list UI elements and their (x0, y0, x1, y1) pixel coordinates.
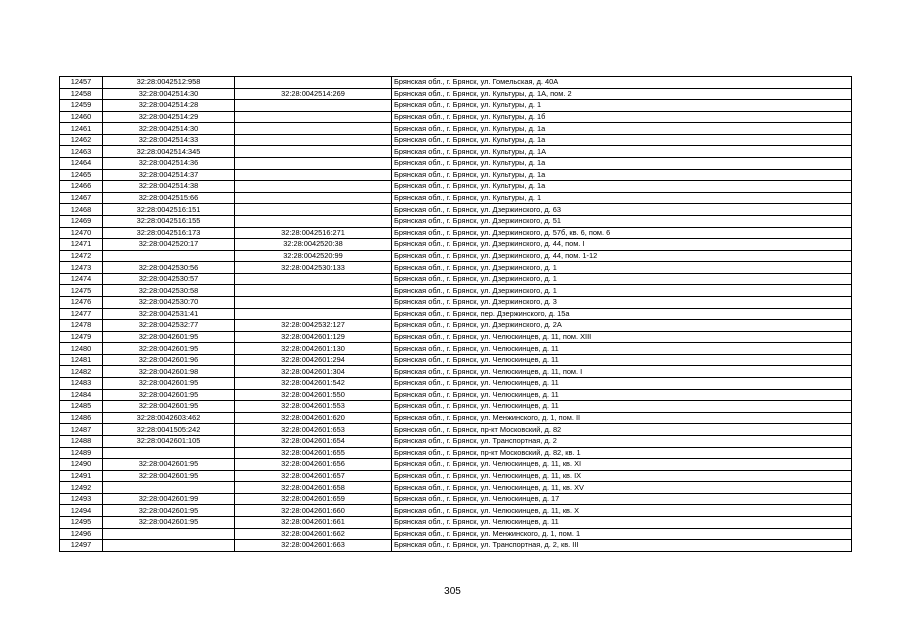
cadastral-number-cell: 32:28:0042514:29 (103, 111, 235, 123)
cadastral-number-cell: 32:28:0042514:345 (103, 146, 235, 158)
table-row (60, 354, 852, 366)
row-number-cell: 12486 (60, 412, 103, 424)
table-row (60, 146, 852, 158)
row-number-cell: 12468 (60, 204, 103, 216)
object-cadastral-number-cell: 32:28:0042514:269 (235, 88, 392, 100)
table-row (60, 540, 852, 552)
row-number-cell: 12491 (60, 470, 103, 482)
cadastral-number-cell: 32:28:0042601:105 (103, 435, 235, 447)
object-cadastral-number-cell: 32:28:0042601:662 (235, 528, 392, 540)
table-row (60, 134, 852, 146)
object-cadastral-number-cell: 32:28:0042601:304 (235, 366, 392, 378)
cadastral-number-cell: 32:28:0042530:57 (103, 273, 235, 285)
object-cadastral-number-cell (235, 296, 392, 308)
table-row (60, 158, 852, 170)
cadastral-number-cell (103, 540, 235, 552)
cadastral-number-cell: 32:28:0042601:95 (103, 331, 235, 343)
cadastral-number-cell: 32:28:0042601:95 (103, 516, 235, 528)
table-row (60, 366, 852, 378)
cadastral-number-cell (103, 447, 235, 459)
object-cadastral-number-cell: 32:28:0042601:657 (235, 470, 392, 482)
object-cadastral-number-cell: 32:28:0042601:620 (235, 412, 392, 424)
address-cell: Брянская обл., г. Брянск, ул. Культуры, д. 1а (392, 158, 852, 170)
cadastral-number-cell: 32:28:0042601:95 (103, 343, 235, 355)
object-cadastral-number-cell: 32:28:0042532:127 (235, 320, 392, 332)
object-cadastral-number-cell: 32:28:0042601:550 (235, 389, 392, 401)
table-row (60, 88, 852, 100)
table-row (60, 459, 852, 471)
address-cell: Брянская обл., г. Брянск, пр-кт Московский, д. 82, кв. 1 (392, 447, 852, 459)
row-number-cell: 12490 (60, 459, 103, 471)
address-cell: Брянская обл., г. Брянск, ул. Культуры, д. 1а (392, 134, 852, 146)
row-number-cell: 12461 (60, 123, 103, 135)
cadastral-number-cell: 32:28:0042516:173 (103, 227, 235, 239)
row-number-cell: 12487 (60, 424, 103, 436)
address-cell: Брянская обл., г. Брянск, ул. Челюскинцев, д. 11, кв. XI (392, 459, 852, 471)
row-number-cell: 12480 (60, 343, 103, 355)
table-row (60, 169, 852, 181)
table-row (60, 505, 852, 517)
table-row (60, 516, 852, 528)
cadastral-number-cell: 32:28:0041505:242 (103, 424, 235, 436)
table-row (60, 528, 852, 540)
address-cell: Брянская обл., г. Брянск, ул. Челюскинцев, д. 11 (392, 389, 852, 401)
property-registry-table (59, 76, 852, 552)
object-cadastral-number-cell: 32:28:0042520:38 (235, 239, 392, 251)
cadastral-number-cell: 32:28:0042514:28 (103, 100, 235, 112)
object-cadastral-number-cell (235, 100, 392, 112)
cadastral-number-cell: 32:28:0042532:77 (103, 320, 235, 332)
object-cadastral-number-cell: 32:28:0042601:542 (235, 378, 392, 390)
table-row (60, 204, 852, 216)
table-row (60, 482, 852, 494)
row-number-cell: 12458 (60, 88, 103, 100)
table-row (60, 435, 852, 447)
row-number-cell: 12497 (60, 540, 103, 552)
address-cell: Брянская обл., г. Брянск, ул. Дзержинского, д. 57б, кв. 6, пом. 6 (392, 227, 852, 239)
registry-table-body (60, 77, 852, 552)
address-cell: Брянская обл., г. Брянск, ул. Менжинского, д. 1, пом. II (392, 412, 852, 424)
table-row (60, 239, 852, 251)
cadastral-number-cell (103, 482, 235, 494)
object-cadastral-number-cell (235, 169, 392, 181)
table-row (60, 100, 852, 112)
cadastral-number-cell: 32:28:0042516:155 (103, 215, 235, 227)
cadastral-number-cell: 32:28:0042515:66 (103, 192, 235, 204)
table-row (60, 447, 852, 459)
address-cell: Брянская обл., г. Брянск, ул. Дзержинского, д. 44, пом. I (392, 239, 852, 251)
address-cell: Брянская обл., г. Брянск, ул. Культуры, д. 1 (392, 100, 852, 112)
address-cell: Брянская обл., г. Брянск, ул. Транспортная, д. 2, кв. III (392, 540, 852, 552)
table-row (60, 227, 852, 239)
cadastral-number-cell: 32:28:0042520:17 (103, 239, 235, 251)
cadastral-number-cell: 32:28:0042512:958 (103, 77, 235, 89)
cadastral-number-cell: 32:28:0042530:70 (103, 296, 235, 308)
cadastral-number-cell: 32:28:0042601:95 (103, 401, 235, 413)
object-cadastral-number-cell: 32:28:0042601:659 (235, 493, 392, 505)
row-number-cell: 12472 (60, 250, 103, 262)
cadastral-number-cell: 32:28:0042601:95 (103, 505, 235, 517)
table-row (60, 470, 852, 482)
cadastral-number-cell: 32:28:0042514:30 (103, 88, 235, 100)
object-cadastral-number-cell (235, 273, 392, 285)
object-cadastral-number-cell (235, 146, 392, 158)
cadastral-number-cell: 32:28:0042601:95 (103, 470, 235, 482)
row-number-cell: 12470 (60, 227, 103, 239)
address-cell: Брянская обл., г. Брянск, ул. Дзержинского, д. 51 (392, 215, 852, 227)
cadastral-number-cell: 32:28:0042601:98 (103, 366, 235, 378)
row-number-cell: 12481 (60, 354, 103, 366)
row-number-cell: 12466 (60, 181, 103, 193)
cadastral-number-cell (103, 528, 235, 540)
cadastral-number-cell: 32:28:0042514:30 (103, 123, 235, 135)
table-row (60, 181, 852, 193)
address-cell: Брянская обл., г. Брянск, ул. Челюскинцев, д. 11 (392, 516, 852, 528)
address-cell: Брянская обл., г. Брянск, ул. Культуры, д. 1А, пом. 2 (392, 88, 852, 100)
row-number-cell: 12471 (60, 239, 103, 251)
row-number-cell: 12478 (60, 320, 103, 332)
address-cell: Брянская обл., г. Брянск, ул. Дзержинского, д. 2А (392, 320, 852, 332)
address-cell: Брянская обл., г. Брянск, ул. Культуры, д. 1а (392, 181, 852, 193)
row-number-cell: 12473 (60, 262, 103, 274)
object-cadastral-number-cell: 32:28:0042520:99 (235, 250, 392, 262)
address-cell: Брянская обл., г. Брянск, ул. Культуры, д. 1 (392, 192, 852, 204)
address-cell: Брянская обл., г. Брянск, ул. Гомельская, д. 40А (392, 77, 852, 89)
row-number-cell: 12494 (60, 505, 103, 517)
table-row (60, 493, 852, 505)
address-cell: Брянская обл., г. Брянск, пр-кт Московский, д. 82 (392, 424, 852, 436)
object-cadastral-number-cell (235, 158, 392, 170)
object-cadastral-number-cell: 32:28:0042530:133 (235, 262, 392, 274)
cadastral-number-cell: 32:28:0042514:33 (103, 134, 235, 146)
cadastral-number-cell: 32:28:0042601:95 (103, 459, 235, 471)
row-number-cell: 12457 (60, 77, 103, 89)
cadastral-number-cell: 32:28:0042516:151 (103, 204, 235, 216)
object-cadastral-number-cell: 32:28:0042601:553 (235, 401, 392, 413)
address-cell: Брянская обл., г. Брянск, ул. Дзержинского, д. 44, пом. 1-12 (392, 250, 852, 262)
table-row (60, 389, 852, 401)
object-cadastral-number-cell: 32:28:0042601:660 (235, 505, 392, 517)
row-number-cell: 12479 (60, 331, 103, 343)
table-row (60, 308, 852, 320)
table-row (60, 123, 852, 135)
object-cadastral-number-cell: 32:28:0042601:654 (235, 435, 392, 447)
address-cell: Брянская обл., г. Брянск, ул. Культуры, д. 1а (392, 169, 852, 181)
address-cell: Брянская обл., г. Брянск, ул. Культуры, д. 1А (392, 146, 852, 158)
row-number-cell: 12464 (60, 158, 103, 170)
cadastral-number-cell: 32:28:0042514:37 (103, 169, 235, 181)
row-number-cell: 12493 (60, 493, 103, 505)
table-row (60, 192, 852, 204)
cadastral-number-cell: 32:28:0042530:58 (103, 285, 235, 297)
row-number-cell: 12475 (60, 285, 103, 297)
table-row (60, 296, 852, 308)
cadastral-number-cell: 32:28:0042514:38 (103, 181, 235, 193)
row-number-cell: 12496 (60, 528, 103, 540)
object-cadastral-number-cell (235, 181, 392, 193)
cadastral-number-cell (103, 250, 235, 262)
cadastral-number-cell: 32:28:0042531:41 (103, 308, 235, 320)
address-cell: Брянская обл., г. Брянск, ул. Дзержинского, д. 1 (392, 262, 852, 274)
address-cell: Брянская обл., г. Брянск, ул. Челюскинцев, д. 11, кв. IX (392, 470, 852, 482)
row-number-cell: 12483 (60, 378, 103, 390)
address-cell: Брянская обл., г. Брянск, ул. Челюскинцев, д. 11, пом. XIII (392, 331, 852, 343)
row-number-cell: 12474 (60, 273, 103, 285)
row-number-cell: 12495 (60, 516, 103, 528)
table-row (60, 273, 852, 285)
cadastral-number-cell: 32:28:0042530:56 (103, 262, 235, 274)
row-number-cell: 12492 (60, 482, 103, 494)
table-row (60, 111, 852, 123)
address-cell: Брянская обл., г. Брянск, ул. Челюскинцев, д. 17 (392, 493, 852, 505)
row-number-cell: 12476 (60, 296, 103, 308)
object-cadastral-number-cell: 32:28:0042516:271 (235, 227, 392, 239)
table-row (60, 378, 852, 390)
table-row (60, 343, 852, 355)
object-cadastral-number-cell (235, 123, 392, 135)
table-row (60, 250, 852, 262)
table-row (60, 412, 852, 424)
table-row (60, 320, 852, 332)
object-cadastral-number-cell (235, 111, 392, 123)
cadastral-number-cell: 32:28:0042514:36 (103, 158, 235, 170)
address-cell: Брянская обл., г. Брянск, ул. Челюскинцев, д. 11 (392, 354, 852, 366)
row-number-cell: 12462 (60, 134, 103, 146)
page-number: 305 (444, 586, 461, 597)
object-cadastral-number-cell (235, 77, 392, 89)
object-cadastral-number-cell: 32:28:0042601:294 (235, 354, 392, 366)
row-number-cell: 12459 (60, 100, 103, 112)
object-cadastral-number-cell: 32:28:0042601:129 (235, 331, 392, 343)
row-number-cell: 12463 (60, 146, 103, 158)
row-number-cell: 12467 (60, 192, 103, 204)
cadastral-number-cell: 32:28:0042601:99 (103, 493, 235, 505)
object-cadastral-number-cell: 32:28:0042601:661 (235, 516, 392, 528)
address-cell: Брянская обл., г. Брянск, ул. Челюскинцев, д. 11, кв. X (392, 505, 852, 517)
address-cell: Брянская обл., г. Брянск, ул. Культуры, д. 1б (392, 111, 852, 123)
cadastral-number-cell: 32:28:0042601:96 (103, 354, 235, 366)
object-cadastral-number-cell (235, 192, 392, 204)
object-cadastral-number-cell: 32:28:0042601:653 (235, 424, 392, 436)
table-row (60, 331, 852, 343)
cadastral-number-cell: 32:28:0042603:462 (103, 412, 235, 424)
table-row (60, 424, 852, 436)
address-cell: Брянская обл., г. Брянск, ул. Менжинского, д. 1, пом. 1 (392, 528, 852, 540)
cadastral-number-cell: 32:28:0042601:95 (103, 389, 235, 401)
address-cell: Брянская обл., г. Брянск, ул. Дзержинского, д. 1 (392, 273, 852, 285)
object-cadastral-number-cell (235, 204, 392, 216)
row-number-cell: 12460 (60, 111, 103, 123)
row-number-cell: 12469 (60, 215, 103, 227)
row-number-cell: 12465 (60, 169, 103, 181)
table-row (60, 401, 852, 413)
address-cell: Брянская обл., г. Брянск, ул. Дзержинского, д. 3 (392, 296, 852, 308)
row-number-cell: 12482 (60, 366, 103, 378)
table-row (60, 285, 852, 297)
address-cell: Брянская обл., г. Брянск, пер. Дзержинского, д. 15а (392, 308, 852, 320)
object-cadastral-number-cell (235, 134, 392, 146)
object-cadastral-number-cell: 32:28:0042601:658 (235, 482, 392, 494)
address-cell: Брянская обл., г. Брянск, ул. Челюскинцев, д. 11 (392, 401, 852, 413)
object-cadastral-number-cell: 32:28:0042601:655 (235, 447, 392, 459)
object-cadastral-number-cell: 32:28:0042601:656 (235, 459, 392, 471)
object-cadastral-number-cell (235, 308, 392, 320)
cadastral-number-cell: 32:28:0042601:95 (103, 378, 235, 390)
object-cadastral-number-cell (235, 285, 392, 297)
row-number-cell: 12489 (60, 447, 103, 459)
row-number-cell: 12477 (60, 308, 103, 320)
address-cell: Брянская обл., г. Брянск, ул. Челюскинцев, д. 11 (392, 378, 852, 390)
row-number-cell: 12484 (60, 389, 103, 401)
object-cadastral-number-cell: 32:28:0042601:663 (235, 540, 392, 552)
table-row (60, 262, 852, 274)
address-cell: Брянская обл., г. Брянск, ул. Дзержинского, д. 63 (392, 204, 852, 216)
address-cell: Брянская обл., г. Брянск, ул. Челюскинцев, д. 11 (392, 343, 852, 355)
address-cell: Брянская обл., г. Брянск, ул. Транспортная, д. 2 (392, 435, 852, 447)
address-cell: Брянская обл., г. Брянск, ул. Дзержинского, д. 1 (392, 285, 852, 297)
address-cell: Брянская обл., г. Брянск, ул. Челюскинцев, д. 11, кв. XV (392, 482, 852, 494)
address-cell: Брянская обл., г. Брянск, ул. Культуры, д. 1а (392, 123, 852, 135)
object-cadastral-number-cell (235, 215, 392, 227)
address-cell: Брянская обл., г. Брянск, ул. Челюскинцев, д. 11, пом. I (392, 366, 852, 378)
table-row (60, 215, 852, 227)
row-number-cell: 12485 (60, 401, 103, 413)
object-cadastral-number-cell: 32:28:0042601:130 (235, 343, 392, 355)
table-row (60, 77, 852, 89)
row-number-cell: 12488 (60, 435, 103, 447)
